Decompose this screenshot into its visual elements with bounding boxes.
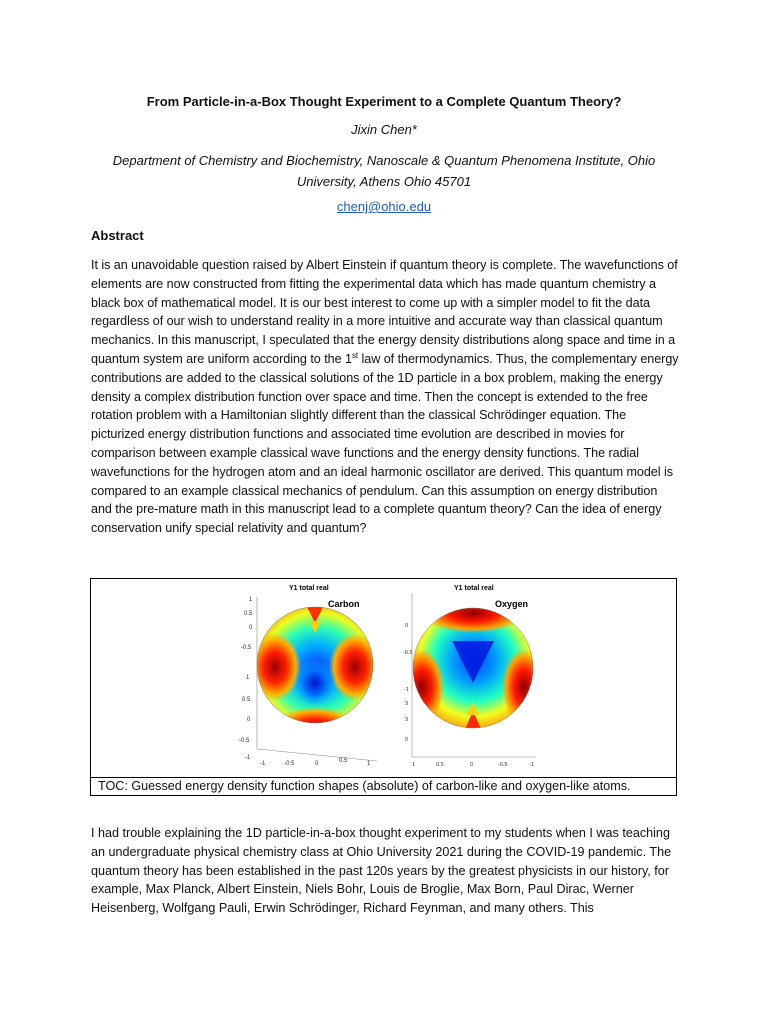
- author-name: Jixin Chen*: [351, 122, 417, 137]
- carbon-tick-y7: 0: [247, 717, 251, 723]
- carbon-x-axis: [257, 749, 377, 761]
- carbon-tick-x2: -0.5: [284, 761, 295, 767]
- carbon-tick-y3: 0: [249, 625, 253, 631]
- author-affiliation: Department of Chemistry and Biochemistry, Nanoscale & Quantum Phenomena Institute, Ohio University, Athens Ohio 45701: [112, 153, 656, 189]
- toc-caption: TOC: Guessed energy density function shapes (absolute) of carbon-like and oxygen-like atoms.: [98, 779, 631, 793]
- oxygen-tick-x3: 0: [470, 762, 474, 768]
- carbon-density-disk: [247, 599, 387, 751]
- toc-divider: [91, 777, 676, 778]
- intro-paragraph: I had trouble explaining the 1D particle-in-a-box thought experiment to my students when I was teaching an undergraduate physical chemistry class at Ohio University 2021 during the COVID-19 pandemic. The quantum theory has been established in the past 120s years by the greatest physicists in our history, for example, Max Planck, Albert Einstein, Niels Bohr, Louis de Broglie, Max Born, Paul Dirac, Werner Heisenberg, Wolfgang Pauli, Erwin Schrödinger, Richard Feynman, and many others. This: [91, 826, 672, 916]
- carbon-label: Carbon: [328, 599, 360, 609]
- oxygen-tick-x5: -1: [529, 762, 534, 768]
- carbon-tick-y4: -0.5: [241, 645, 252, 651]
- oxygen-density-disk: [402, 593, 542, 739]
- carbon-tick-y5: 1: [246, 675, 250, 681]
- abstract-heading: Abstract: [91, 228, 144, 243]
- abstract-text-part1: It is an unavoidable question raised by Albert Einstein if quantum theory is complete. The wavefunctions of elements are now constructed from fitting the experimental data which has made quantum chemistry a black box of mathematical model. It is our best interest to come up with a simpler model to fit the data regardless of our wish to understand reality in a more intuitive and accurate way than classical quantum mechanics. In this manuscript, I speculated that the energy density distributions along space and time in a quantum system are uniform according to the 1: [91, 258, 678, 366]
- oxygen-tick-y1: 0: [405, 623, 409, 629]
- oxygen-tick-x1: 1: [412, 762, 416, 768]
- oxygen-tick-x4: -0.5: [498, 762, 508, 768]
- oxygen-plot: [402, 579, 542, 777]
- carbon-tick-y6: 0.5: [242, 697, 251, 703]
- carbon-tick-x3: 0: [315, 761, 319, 767]
- abstract-paragraph: [91, 256, 681, 538]
- carbon-plot-title: Y1 total real: [289, 585, 329, 592]
- oxygen-figure: [402, 579, 542, 777]
- oxygen-tick-x2: 0.5: [436, 762, 444, 768]
- carbon-tick-y9: -1: [245, 755, 251, 761]
- carbon-plot: [227, 579, 394, 777]
- author-email-link[interactable]: chenj@ohio.edu: [336, 199, 432, 214]
- oxygen-label: Oxygen: [495, 599, 529, 609]
- abstract-superscript: st: [351, 350, 359, 360]
- carbon-tick-y2: 0.5: [244, 611, 253, 617]
- carbon-figure: [227, 579, 394, 777]
- abstract-text-part2: law of thermodynamics. Thus, the complementary energy contributions are added to the classical solutions of the 1D particle in a box problem, making the energy density a complex distribution function over space and time. Then the concept is extended to the free rotation problem with a Hamiltonian slightly different than the classical Schrödinger equation. The picturized energy distribution functions and associated time evolution are described in movies for comparison between example classical wave functions and the energy density functions. The radial wavefunctions for the hydrogen atom and an ideal harmonic oscillator are derived. This quantum model is compared to an example classical mechanics of pendulum. Can this assumption on energy distribution and the pre-mature math in this manuscript lead to a complete quantum theory? Can the idea of energy conservation unify special relativity and quantum?: [91, 351, 679, 536]
- oxygen-tick-y5: 3: [405, 717, 409, 723]
- oxygen-tick-y6: 0: [405, 737, 409, 743]
- oxygen-tick-y2: -0.5: [403, 650, 413, 656]
- carbon-tick-x1: -1: [260, 761, 266, 767]
- oxygen-tick-y3: -1: [404, 687, 409, 693]
- paper-title: From Particle-in-a-Box Thought Experiment to a Complete Quantum Theory?: [146, 94, 622, 109]
- oxygen-plot-title: Y1 total real: [454, 585, 494, 592]
- carbon-tick-y1: 1: [249, 597, 253, 603]
- carbon-tick-x4: 0.5: [339, 758, 348, 764]
- carbon-tick-x5: 1: [367, 761, 371, 767]
- carbon-tick-y8: -0.5: [239, 738, 250, 744]
- oxygen-tick-y4: 3: [405, 701, 409, 707]
